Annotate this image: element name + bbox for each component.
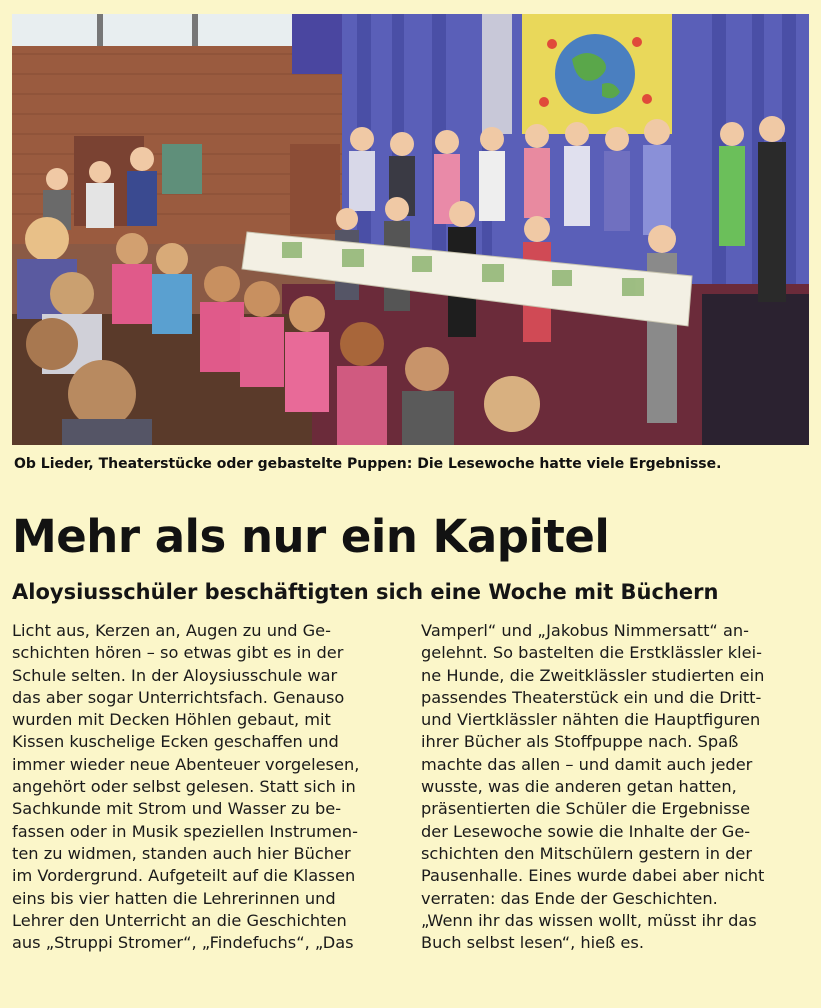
text-line: schichten den Mitschülern gestern in der: [421, 843, 753, 863]
text-line: Lehrer den Unterricht an die Geschichten: [12, 910, 347, 930]
text-line: wusste, was die anderen getan hatten,: [421, 777, 737, 797]
text-line: „Wenn ihr das wissen wollt, müsst ihr das: [421, 910, 757, 930]
text-line: Pausenhalle. Eines wurde dabei aber nicht: [421, 866, 765, 886]
text-line: machte das allen – und damit auch jeder: [421, 754, 753, 774]
text-line: gelehnt. So bastelten die Erstklässler klei-: [421, 643, 762, 663]
text-line: der Lesewoche sowie die Inhalte der Ge-: [421, 821, 751, 841]
text-line: ten zu widmen, standen auch hier Bücher: [12, 843, 351, 863]
text-line: immer wieder neue Abenteuer vorgelesen,: [12, 754, 360, 774]
article-photo: [12, 14, 809, 445]
text-line: schichten hören – so etwas gibt es in der: [12, 643, 344, 663]
text-line: Buch selbst lesen“, hieß es.: [421, 933, 644, 953]
text-line: Licht aus, Kerzen an, Augen zu und Ge-: [12, 621, 331, 640]
text-line: wurden mit Decken Höhlen gebaut, mit: [12, 710, 331, 730]
text-line: ne Hunde, die Zweitklässler studierten ein: [421, 665, 765, 685]
photo-caption: Ob Lieder, Theaterstücke oder gebastelte Puppen: Die Lesewoche hatte viele Ergebnisse.: [14, 456, 722, 472]
text-line: eins bis vier hatten die Lehrerinnen und: [12, 888, 336, 908]
subheadline: Aloysiusschüler beschäftigten sich eine Woche mit Büchern: [12, 580, 719, 604]
text-line: angehört oder selbst gelesen. Statt sich in: [12, 777, 356, 797]
text-line: Sachkunde mit Strom und Wasser zu be-: [12, 799, 342, 819]
text-line: aus „Struppi Stromer“, „Findefuchs“, „Das: [12, 933, 354, 953]
school-stage-photo-icon: [12, 14, 809, 445]
text-line: Vamperl“ und „Jakobus Nimmersatt“ an-: [421, 621, 749, 640]
text-line: fassen oder in Musik speziellen Instrumen-: [12, 821, 358, 841]
text-line: präsentierten die Schüler die Ergebnisse: [421, 799, 751, 819]
text-line: Kissen kuschelige Ecken geschaffen und: [12, 732, 339, 752]
article-column-left: [12, 620, 404, 954]
headline: Mehr als nur ein Kapitel: [12, 510, 610, 563]
text-line: ihrer Bücher als Stoffpuppe nach. Spaß: [421, 732, 739, 752]
text-line: Schule selten. In der Aloysiusschule war: [12, 665, 338, 685]
text-line: und Viertklässler nähten die Hauptfiguren: [421, 710, 761, 730]
text-line: im Vordergrund. Aufgeteilt auf die Klassen: [12, 866, 356, 886]
text-line: das aber sogar Unterrichtsfach. Genauso: [12, 687, 345, 707]
text-line: passendes Theaterstück ein und die Dritt-: [421, 687, 762, 707]
article-column-right: [421, 620, 811, 954]
text-line: verraten: das Ende der Geschichten.: [421, 888, 718, 908]
